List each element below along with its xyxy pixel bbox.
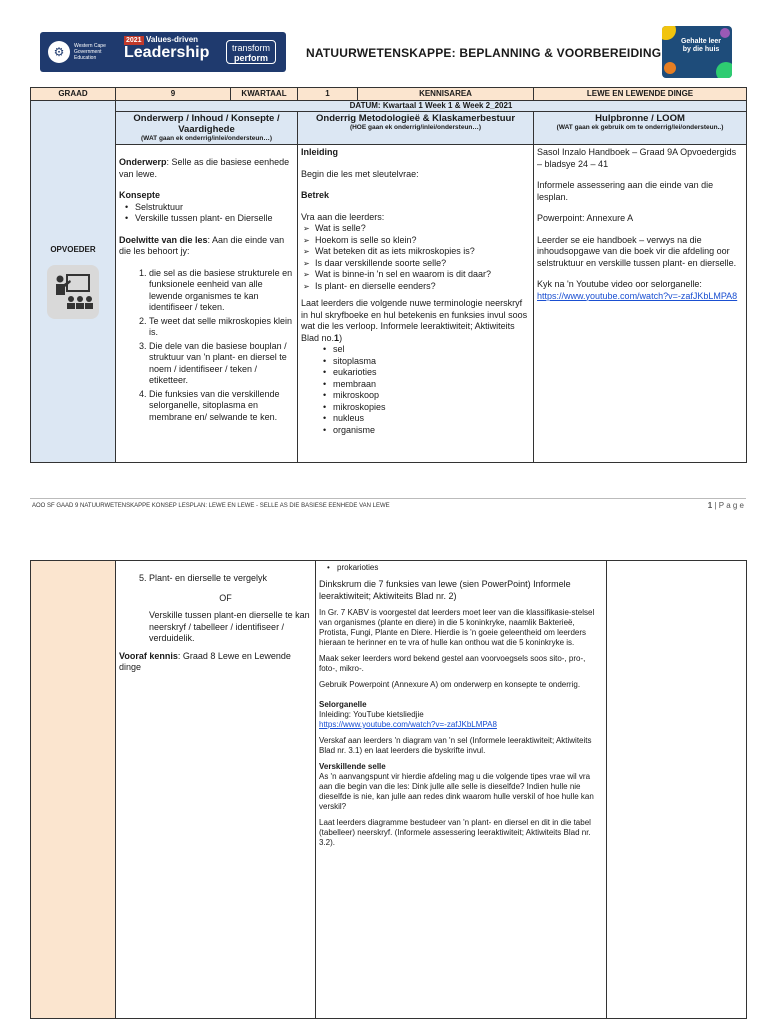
content-row-continued: [31, 561, 747, 1019]
opvoeder-cell-continued: [31, 561, 116, 1019]
kwartaal-value: 1: [298, 88, 358, 101]
kennisarea-value: LEWE EN LEWENDE DINGE: [534, 88, 747, 101]
doelwitte-list: 1. die sel as die basiese strukturele en funksionele eenheid van alle lewende organismes te kan identifiseer / teken. 2. Te weet dat selle mikroskopies klein is. 3. Die dele van die basiese bouplan / struktuur van 'n plant- en diersel te noem / identifiseer / teken / etiketteer. 4. Die funksies van die verskillende selorganelle, sitoplasma en membrane en/ selwande te ken.: [119, 268, 294, 424]
konsepte-list: • Selstruktuur • Verskille tussen plant- en Dierselle: [119, 202, 294, 225]
transform-perform-logo: transform perform: [226, 40, 276, 64]
graad-label: GRAAD: [31, 88, 116, 101]
col2-header: Onderrig Metodologieë & Klaskamerbestuur (HOE gaan ek onderrig/inlei/ondersteun…): [298, 112, 534, 145]
youtube-link[interactable]: https://www.youtube.com/watch?v=-zafJKbLMPA8: [537, 290, 738, 301]
page-number: 1 | P a g e: [707, 501, 744, 510]
datum-text: DATUM: Kwartaal 1 Week 1 & Week 2_2021: [116, 101, 747, 112]
col1-content-continued: 5. Plant- en dierselle te vergelyk OF Verskille tussen plant-en dierselle te kan neerskryf / tabelleer / identifiseer / verduidelik. Vooraf kennis: Graad 8 Lewe en Lewende dinge: [116, 561, 316, 1019]
lesson-plan-table: [30, 87, 747, 463]
content-row: [31, 145, 747, 463]
document-title: NATUURWETENSKAPPE: BEPLANNING & VOORBEREIDING: [306, 46, 662, 60]
col1-header: Onderwerp / Inhoud / Konsepte / Vaardighede (WAT gaan ek onderrig/inlei/ondersteun…): [116, 112, 298, 145]
page-gap: [0, 520, 768, 548]
column-headers: [31, 112, 747, 145]
quality-learning-logo: Gehalte leer by die huis: [662, 26, 732, 78]
vrae-list: ➢ Wat is selle? ➢ Hoekom is selle so klein? ➢ Wat beteken dit as iets mikroskopies is? ➢ Is daar verskillende soorte selle? ➢ Wat is binne-in 'n sel en waarom is dit daar? ➢ Is plant- en dierselle eenders?: [301, 223, 530, 292]
wcg-crest-icon: ⚙: [48, 41, 70, 63]
wcg-logo-text: Western Cape Government Education: [74, 43, 106, 61]
document-header: [0, 22, 768, 84]
doelwitte-list-continued: 5. Plant- en dierselle te vergelyk: [119, 573, 312, 585]
col3-header: Hulpbronne / LOOM (WAT gaan ek gebruik om te onderrig/lei/ondersteun..): [534, 112, 747, 145]
col3-content: Sasol Inzalo Handboek – Graad 9A Opvoedergids – bladsye 24 – 41 Informele assessering aan die einde van die lesplan. Powerpoint: Annexure A Leerder se eie handboek – verwys na die inhoudsopgawe van die boek vir die afdeling oor selstruktuur en verskille tussen plant- en dierselle. Kyk na 'n Youtube video oor selorganelle: https://www.youtube.com/watch?v=-zafJKbLMPA8: [534, 145, 747, 463]
opvoeder-cell: [31, 101, 116, 463]
logo-year: 2021: [126, 37, 142, 44]
youtube-link-2[interactable]: https://www.youtube.com/watch?v=-zafJKbLMPA8: [319, 720, 497, 729]
graad-value: 9: [116, 88, 231, 101]
opvoeder-label: OPVOEDER: [50, 244, 96, 254]
teacher-icon: [47, 265, 99, 319]
info-row: [31, 88, 747, 101]
logo-leadership: Leadership: [124, 44, 210, 61]
lesson-plan-table-continued: [30, 560, 747, 1019]
datum-row: [31, 101, 747, 112]
kennisarea-label: KENNISAREA: [358, 88, 534, 101]
terms-list: • sel • sitoplasma • eukarioties • membraan • mikroskoop • mikroskopies • nukleus • organisme: [301, 344, 530, 436]
col1-content: Onderwerp: Selle as die basiese eenhede van lewe. Konsepte • Selstruktuur • Verskille tussen plant- en Dierselle Doelwitte van die les: Aan die einde van die les behoort jy: 1. die sel as die basiese strukturele en funksionele eenheid van alle lewende organismes te kan identifiseer / teken. 2. Te weet dat selle mikroskopies klein is. 3. Die dele van die basiese bouplan / struktuur van 'n plant- en diersel te noem / identifiseer / teken / etiketteer. 4. Die funksies van die verskillende selorganelle, sitoplasma en membrane en/ selwande te ken.: [116, 145, 298, 463]
leadership-logo: [40, 32, 286, 72]
kwartaal-label: KWARTAAL: [231, 88, 298, 101]
col2-content: Inleiding Begin die les met sleutelvrae: Betrek Vra aan die leerders: ➢ Wat is selle? ➢ Hoekom is selle so klein? ➢ Wat beteken dit as iets mikroskopies is? ➢ Is daar verskillende soorte selle? ➢ Wat is binne-in 'n sel en waarom is dit daar? ➢ Is plant- en dierselle eenders? Laat leerders die volgende nuwe terminologie neerskryf in hul skryfboeke en hul betekenis en funksies invul soos wat die les verloop. Informele leeraktiwiteit; Aktiwiteits Blad no.1) • sel • sitoplasma • eukarioties • membraan • mikroskoop • mikroskopies • nukleus • organisme: [298, 145, 534, 463]
col2-content-continued: • prokarioties Dinkskrum die 7 funksies van lewe (sien PowerPoint) Informele leeraktiwiteit; Aktiwiteits Blad nr. 2) In Gr. 7 KABV is voorgestel dat leerders moet leer van die klassifikasie-stelsel van organismes (plante en diere) in die 5 koninkryke, naamlik Bakterieë, Protista, Fungi, Plante en Diere. Hierdie is 'n goeie geleentheid om leerders hieraan te herinner en te vra of hulle kan onthou wat die 5 koninkryke is. Maak seker leerders word bekend gestel aan voorvoegsels soos sito-, pro-, foto-, mikro-. Gebruik Powerpoint (Annexure A) om onderwerp en konsepte te onderrig. Selorganelle Inleiding: YouTube kietsliedjie https://www.youtube.com/watch?v=-zafJKbLMPA8 Verskaf aan leerders 'n diagram van 'n sel (Informele leeraktiwiteit; Aktiwiteits Blad nr. 3.1) en laat leerders die byskrifte invul. Verskillende selle As 'n aanvangspunt vir hierdie afdeling mag u die volgende tipes vrae wil vra aan die begin van die les: Dink julle alle selle is dieselfde? Indien hulle nie dieselfde is nie, kan julle aan redes dink waarom hulle verskil of hoe hulle kan verskil? Laat leerders diagramme bestudeer van 'n plant- en diersel en dit in die tabel (tabelleer) neerskryf. (Informele assessering leeraktiwiteit; Aktiwiteits Blad nr. 3.2).: [316, 561, 607, 1019]
page-footer: [30, 498, 746, 518]
logo-values: Values-driven: [146, 35, 199, 44]
footer-text: AOO SF GAAD 9 NATUURWETENSKAPPE KONSEP LESPLAN: LEWE EN LEWE - SELLE AS DIE BASIESE EENHEDE VAN LEWE: [32, 503, 390, 509]
page-2: [0, 548, 768, 1024]
col3-content-continued: [607, 561, 747, 1019]
